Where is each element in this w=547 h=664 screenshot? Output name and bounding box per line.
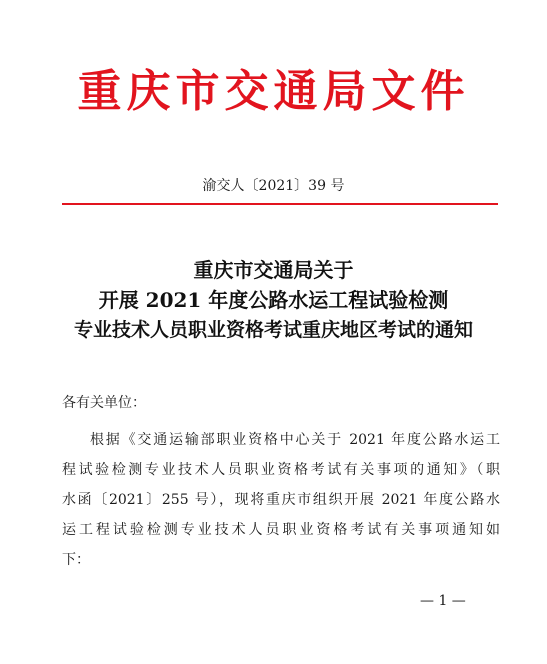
body-line-3: 水函〔2021〕255 号），现将重庆市组织开展 2021 年度公路水	[62, 492, 500, 508]
document-masthead: 重庆市交通局文件	[77, 66, 470, 117]
title-line-1: 重庆市交通局关于	[193, 258, 354, 282]
salutation: 各有关单位：	[62, 395, 146, 411]
body-line-4: 运工程试验检测专业技术人员职业资格考试有关事项通知如	[62, 522, 500, 538]
body-line-2: 程试验检测专业技术人员职业资格考试有关事项的通知》（职	[62, 462, 500, 478]
document-number: 渝交人〔2021〕39 号	[202, 178, 345, 194]
body-line-1: 根据《交通运输部职业资格中心关于 2021 年度公路水运工	[90, 432, 500, 448]
body-paragraph	[62, 425, 500, 575]
title-line-3: 专业技术人员职业资格考试重庆地区考试的通知	[73, 319, 473, 341]
red-divider-rule	[62, 203, 498, 205]
page-number: — 1 —	[420, 593, 466, 609]
body-line-5: 下：	[62, 552, 90, 568]
title-line-2: 开展 2021 年度公路水运工程试验检测	[98, 288, 449, 312]
document-title	[0, 255, 547, 345]
